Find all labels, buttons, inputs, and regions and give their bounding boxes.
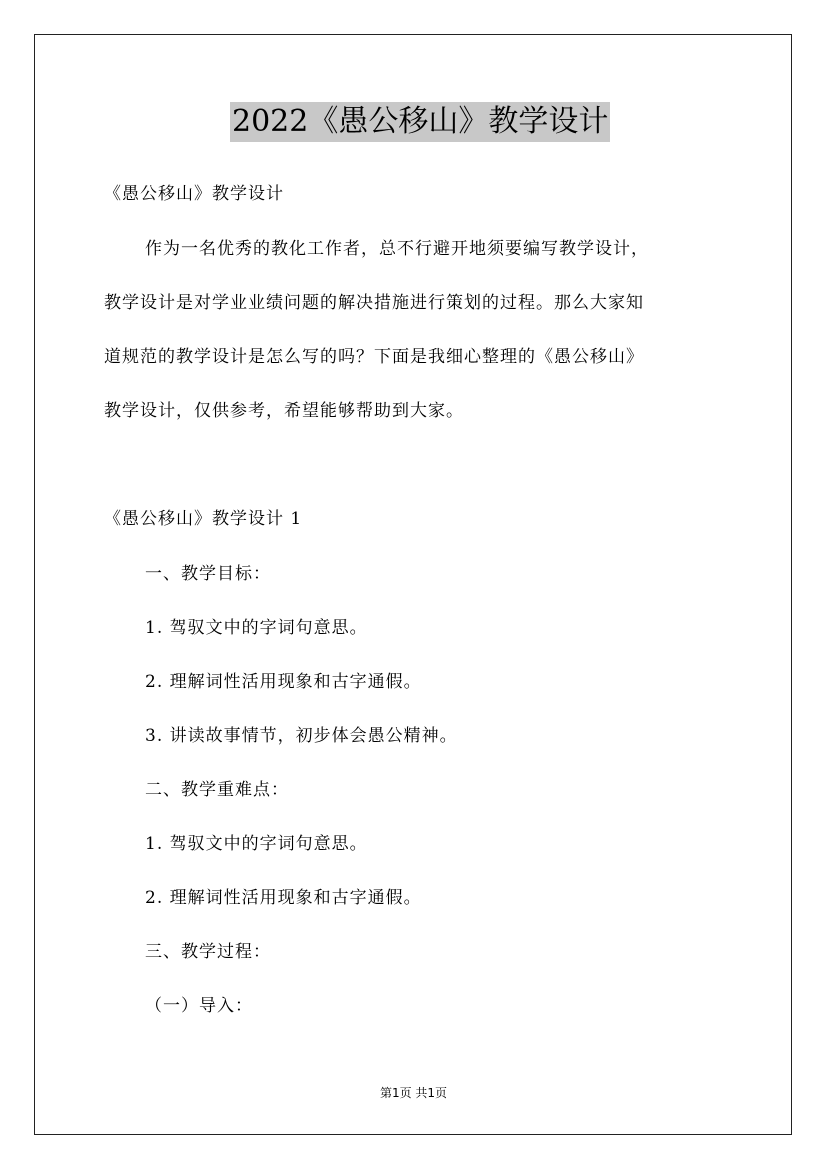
document-title: 2022《愚公移山》教学设计	[230, 102, 610, 142]
intro-line-1: 作为一名优秀的教化工作者，总不行避开地须要编写教学设计，	[145, 239, 649, 259]
section-heading: 《愚公移山》教学设计 1	[104, 509, 303, 529]
list-item: （一）导入：	[145, 996, 253, 1016]
list-item: 二、教学重难点：	[145, 780, 289, 800]
list-item: 3. 讲读故事情节，初步体会愚公精神。	[145, 726, 458, 746]
intro-line-3: 道规范的教学设计是怎么写的吗？下面是我细心整理的《愚公移山》	[104, 347, 644, 367]
list-item: 1. 驾驭文中的字词句意思。	[145, 618, 368, 638]
list-item: 2. 理解词性活用现象和古字通假。	[145, 672, 422, 692]
list-item: 2. 理解词性活用现象和古字通假。	[145, 888, 422, 908]
list-item: 1. 驾驭文中的字词句意思。	[145, 834, 368, 854]
page-footer: 第1页 共1页	[379, 1086, 448, 1100]
list-item: 三、教学过程：	[145, 942, 271, 962]
document-subtitle: 《愚公移山》教学设计	[104, 184, 284, 204]
intro-line-4: 教学设计，仅供参考，希望能够帮助到大家。	[104, 401, 464, 421]
intro-line-2: 教学设计是对学业业绩问题的解决措施进行策划的过程。那么大家知	[104, 293, 644, 313]
list-item: 一、教学目标：	[145, 564, 271, 584]
